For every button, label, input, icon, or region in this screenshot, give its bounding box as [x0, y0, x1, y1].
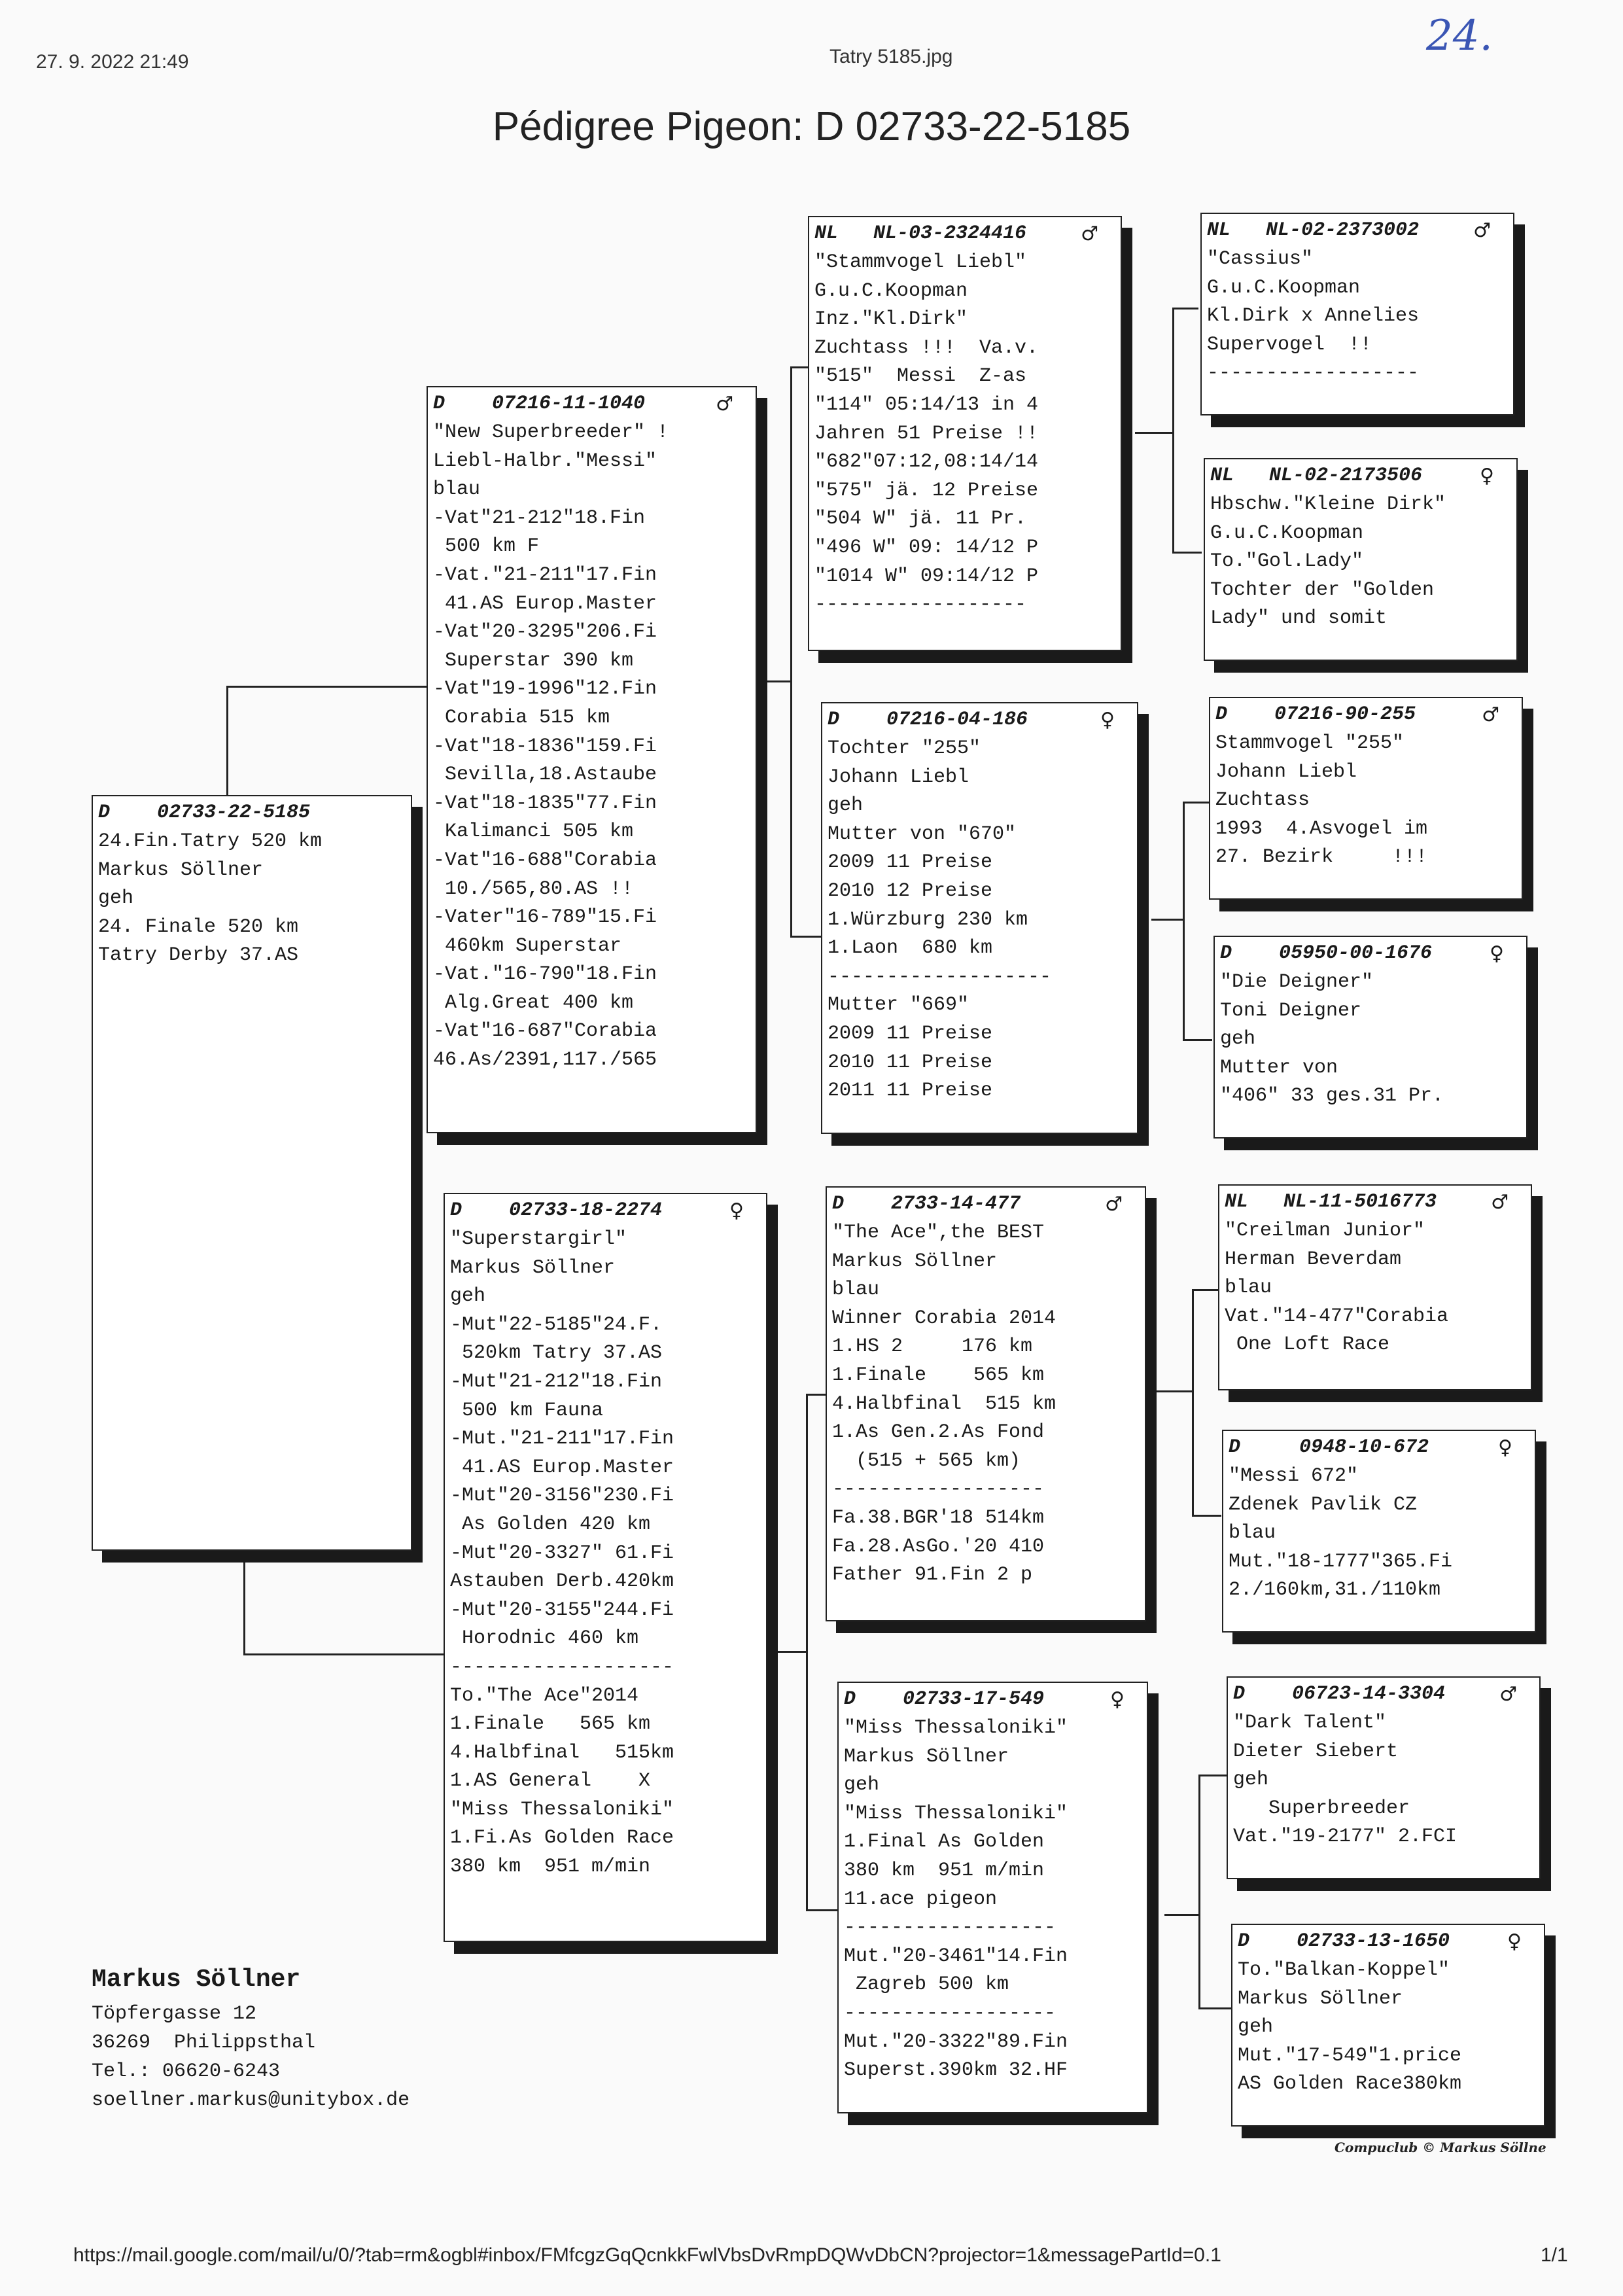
pedigree-line: ------------------ — [814, 593, 1027, 616]
pedigree-line: Dieter Siebert — [1233, 1740, 1399, 1763]
ring-number — [1210, 462, 1511, 491]
pedigree-line: "406" 33 ges.31 Pr. — [1220, 1085, 1444, 1108]
ring-number-text: NL NL-11-5016773 — [1225, 1191, 1437, 1213]
pedigree-line: Stammvogel "255" — [1215, 732, 1405, 754]
owner-street: Töpfergasse 12 — [92, 2003, 257, 2025]
connector-line — [1172, 308, 1174, 554]
pedigree-line: geh — [450, 1285, 486, 1308]
pedigree-line: 1.Laon 680 km — [828, 937, 993, 960]
pedigree-line: geh — [844, 1774, 880, 1797]
female-symbol-icon: ♀ — [1110, 1688, 1125, 1711]
owner-name: Markus Söllner — [92, 1966, 301, 1994]
pedigree-line: blau — [832, 1279, 880, 1301]
ring-number — [1207, 217, 1508, 245]
pedigree-line: Kalimanci 505 km — [433, 821, 634, 843]
pedigree-line: "1014 W" 09:14/12 P — [814, 565, 1039, 588]
pedigree-line: 500 km F — [433, 535, 540, 558]
pedigree-line: 41.AS Europ.Master — [433, 592, 657, 615]
ring-number — [1229, 1434, 1529, 1462]
pedigree-line: Vat."19-2177" 2.FCI — [1233, 1826, 1457, 1848]
connector-line — [1198, 2007, 1231, 2009]
pedigree-line: blau — [1225, 1277, 1272, 1299]
pigeon-card-dam-sire-dam — [1222, 1430, 1536, 1633]
connector-line — [1135, 432, 1174, 434]
pedigree-line: Markus Söllner — [832, 1250, 998, 1273]
pedigree-line: "515" Messi Z-as — [814, 365, 1027, 388]
pedigree-line: Alg.Great 400 km — [433, 991, 634, 1014]
pedigree-line: blau — [433, 478, 481, 501]
connector-line — [1172, 552, 1202, 554]
pedigree-line: blau — [1229, 1522, 1276, 1545]
ring-number-text: NL NL-02-2373002 — [1207, 219, 1420, 241]
pedigree-line: "Superstargirl" — [450, 1228, 627, 1250]
ring-number — [828, 706, 1132, 735]
print-datetime: 27. 9. 2022 21:49 — [36, 51, 189, 73]
ring-number-text: D 2733-14-477 — [832, 1193, 1021, 1215]
pedigree-line: Zuchtass — [1215, 789, 1310, 812]
pedigree-line: Mut."18-1777"365.Fi — [1229, 1550, 1453, 1573]
female-symbol-icon: ♀ — [1498, 1436, 1512, 1459]
connector-line — [790, 366, 792, 936]
pedigree-line: -Vat"20-3295"206.Fi — [433, 621, 657, 644]
connector-line — [806, 1394, 826, 1396]
pedigree-line: 41.AS Europ.Master — [450, 1456, 674, 1479]
pedigree-line: 27. Bezirk !!! — [1215, 846, 1428, 869]
ring-number-text: NL NL-03-2324416 — [814, 222, 1027, 245]
pedigree-line: -Vat."21-211"17.Fin — [433, 563, 657, 586]
pedigree-line: -Vat"16-688"Corabia — [433, 849, 657, 872]
connector-line — [790, 936, 823, 938]
connector-line — [226, 686, 429, 688]
ring-number-text: D 02733-13-1650 — [1238, 1930, 1450, 1952]
connector-line — [1172, 308, 1198, 309]
pedigree-line: Zuchtass !!! Va.v. — [814, 336, 1039, 359]
pedigree-line: Lady" und somit — [1210, 607, 1387, 630]
connector-line — [1151, 919, 1184, 921]
male-symbol-icon: ♂ — [716, 393, 733, 415]
pedigree-line: To."Balkan-Koppel" — [1238, 1959, 1450, 1981]
male-symbol-icon: ♂ — [1081, 222, 1098, 245]
pigeon-card-subject — [92, 795, 412, 1551]
pigeon-card-sire-dam — [821, 702, 1138, 1134]
pedigree-line: Markus Söllner — [98, 858, 264, 881]
pedigree-line: ------------------ — [832, 1478, 1045, 1501]
ring-number — [433, 390, 750, 419]
pedigree-line: Jahren 51 Preise !! — [814, 422, 1039, 445]
pedigree-line: Horodnic 460 km — [450, 1627, 639, 1650]
pedigree-line: 1.Final As Golden — [844, 1831, 1045, 1854]
pigeon-card-dam-sire-sire — [1218, 1184, 1532, 1390]
connector-line — [769, 1651, 808, 1653]
female-symbol-icon: ♀ — [1507, 1930, 1522, 1953]
pedigree-line: Toni Deigner — [1220, 999, 1362, 1022]
pedigree-line: ------------------ — [844, 2002, 1056, 2024]
pedigree-line: Mut."20-3322"89.Fin — [844, 2030, 1068, 2053]
pedigree-line: 10./565,80.AS !! — [433, 877, 634, 900]
pedigree-line: -Vat"18-1835"77.Fin — [433, 792, 657, 815]
ring-number-text: D 06723-14-3304 — [1233, 1683, 1446, 1705]
pedigree-line: geh — [1238, 2016, 1274, 2039]
ring-number — [1238, 1928, 1539, 1956]
pigeon-card-sire-sire-dam — [1204, 458, 1518, 661]
pedigree-line: One Loft Race — [1225, 1333, 1390, 1356]
ring-number-text: D 0948-10-672 — [1229, 1436, 1429, 1458]
pedigree-line: Superst.390km 32.HF — [844, 2059, 1068, 2082]
pedigree-line: -Mut"22-5185"24.F. — [450, 1313, 663, 1336]
ring-number — [832, 1190, 1140, 1219]
pedigree-line: -Mut"20-3155"244.Fi — [450, 1598, 674, 1621]
connector-line — [1183, 1039, 1212, 1041]
pedigree-line: "Miss Thessaloniki" — [450, 1798, 674, 1821]
pedigree-line: Tatry Derby 37.AS — [98, 944, 299, 967]
pedigree-line: Tochter der "Golden — [1210, 578, 1435, 601]
pigeon-card-dam-dam-dam — [1231, 1924, 1545, 2127]
pigeon-card-sire-dam-dam — [1213, 936, 1527, 1139]
pedigree-line: "575" jä. 12 Preise — [814, 479, 1039, 502]
pedigree-line: ------------------ — [844, 1916, 1056, 1939]
ring-number — [1233, 1680, 1534, 1709]
ring-number-text: D 07216-11-1040 — [433, 393, 646, 415]
pigeon-card-dam — [444, 1193, 767, 1942]
pedigree-line: To."Gol.Lady" — [1210, 550, 1364, 573]
pedigree-line: -Vat"18-1836"159.Fi — [433, 735, 657, 758]
pedigree-line: 24.Fin.Tatry 520 km — [98, 830, 323, 853]
ring-number-text: D 07216-04-186 — [828, 709, 1028, 731]
pedigree-line: 1.As Gen.2.As Fond — [832, 1421, 1045, 1444]
pedigree-line: Mutter von — [1220, 1056, 1338, 1079]
print-filename: Tatry 5185.jpg — [829, 46, 953, 67]
pedigree-line: As Golden 420 km — [450, 1513, 651, 1536]
pedigree-line: Liebl-Halbr."Messi" — [433, 450, 657, 472]
pedigree-line: "Creilman Junior" — [1225, 1220, 1425, 1242]
pedigree-line: Johann Liebl — [1215, 760, 1357, 783]
pedigree-line: "496 W" 09: 14/12 P — [814, 536, 1039, 559]
ring-number-text: NL NL-02-2173506 — [1210, 465, 1423, 487]
pigeon-card-dam-sire — [826, 1186, 1146, 1621]
male-symbol-icon: ♂ — [1473, 219, 1491, 242]
ring-number — [814, 220, 1115, 249]
page-title: Pédigree Pigeon: D 02733-22-5185 — [492, 104, 1131, 149]
pedigree-line: 2011 11 Preise — [828, 1080, 993, 1103]
female-symbol-icon: ♀ — [1100, 709, 1115, 732]
pedigree-line: G.u.C.Koopman — [1207, 276, 1361, 299]
ring-number-text: D 05950-00-1676 — [1220, 942, 1433, 964]
pedigree-line: -Vat"21-212"18.Fin — [433, 506, 646, 529]
pedigree-line: "Cassius" — [1207, 248, 1314, 270]
pedigree-line: geh — [828, 794, 864, 817]
pedigree-line: -Mut."21-211"17.Fin — [450, 1428, 674, 1451]
owner-phone: Tel.: 06620-6243 — [92, 2060, 281, 2083]
pedigree-line: 460km Superstar — [433, 934, 622, 957]
pedigree-line: "114" 05:14/13 in 4 — [814, 393, 1039, 416]
connector-line — [790, 366, 810, 368]
pedigree-line: 2009 11 Preise — [828, 851, 993, 874]
ring-number — [450, 1197, 761, 1226]
pedigree-line: "Messi 672" — [1229, 1465, 1359, 1487]
male-symbol-icon: ♂ — [1105, 1193, 1123, 1216]
pedigree-line: Zdenek Pavlik CZ — [1229, 1493, 1418, 1516]
pedigree-line: ------------------- — [450, 1655, 674, 1678]
pedigree-line: "682"07:12,08:14/14 — [814, 451, 1039, 474]
pedigree-line: To."The Ace"2014 — [450, 1684, 639, 1707]
pigeon-card-sire-dam-sire — [1209, 697, 1523, 900]
connector-line — [1198, 1775, 1228, 1776]
female-symbol-icon: ♀ — [1480, 465, 1494, 487]
owner-email: soellner.markus@unitybox.de — [92, 2089, 410, 2111]
pigeon-card-sire — [427, 386, 757, 1133]
pedigree-line: 4.Halbfinal 515km — [450, 1741, 674, 1764]
pedigree-line: Fa.28.AsGo.'20 410 — [832, 1535, 1045, 1558]
pigeon-card-dam-dam — [837, 1682, 1148, 2113]
pedigree-line: Mutter "669" — [828, 994, 969, 1017]
pedigree-line: geh — [98, 887, 134, 910]
pedigree-line: Fa.38.BGR'18 514km — [832, 1506, 1045, 1529]
ring-number-text: D 07216-90-255 — [1215, 703, 1416, 726]
pedigree-line: 1.Finale 565 km — [832, 1364, 1045, 1386]
pedigree-line: Superbreeder — [1233, 1797, 1410, 1820]
pedigree-line: 380 km 951 m/min — [450, 1856, 651, 1879]
pedigree-line: ------------------ — [1207, 362, 1420, 385]
connector-line — [243, 1544, 245, 1655]
connector-line — [1148, 1390, 1194, 1392]
pedigree-line: "Dark Talent" — [1233, 1712, 1387, 1734]
pedigree-line: 24. Finale 520 km — [98, 915, 299, 938]
pedigree-line: Astauben Derb.420km — [450, 1570, 674, 1593]
ring-number-text: D 02733-18-2274 — [450, 1199, 663, 1222]
pedigree-line: "The Ace",the BEST — [832, 1222, 1045, 1244]
owner-city: 36269 Philippsthal — [92, 2032, 316, 2054]
pedigree-line: "Die Deigner" — [1220, 971, 1374, 993]
pedigree-line: ------------------- — [828, 965, 1052, 988]
pedigree-line: (515 + 565 km) — [832, 1449, 1021, 1472]
pedigree-line: "Miss Thessaloniki" — [844, 1802, 1068, 1825]
copyright-note: Compuclub © Markus Söllne — [1335, 2140, 1546, 2155]
pedigree-line: 4.Halbfinal 515 km — [832, 1392, 1056, 1415]
pedigree-line: Markus Söllner — [1238, 1987, 1403, 2010]
footer-url[interactable]: https://mail.google.com/mail/u/0/?tab=rm&ogbl#inbox/FMfcgzGqQcnkkFwlVbsDvRmpDQWvDbCN?projector=1&messagePartId=0.1 — [73, 2244, 1221, 2266]
pedigree-line: "New Superbreeder" ! — [433, 421, 669, 444]
pedigree-line: 1.Finale 565 km — [450, 1713, 651, 1736]
connector-line — [1192, 1515, 1221, 1517]
pedigree-line: G.u.C.Koopman — [1210, 521, 1364, 544]
female-symbol-icon: ♀ — [1490, 942, 1504, 965]
pedigree-line: Father 91.Fin 2 p — [832, 1564, 1033, 1587]
pedigree-line: Herman Beverdam — [1225, 1248, 1402, 1271]
pedigree-line: Markus Söllner — [450, 1256, 616, 1279]
connector-line — [759, 680, 792, 682]
pedigree-line: -Mut"20-3327" 61.Fi — [450, 1542, 674, 1564]
pedigree-line: -Mut"21-212"18.Fin — [450, 1370, 663, 1393]
pedigree-line: 1993 4.Asvogel im — [1215, 817, 1428, 840]
pedigree-line: Kl.Dirk x Annelies — [1207, 305, 1420, 328]
pedigree-line: geh — [1233, 1769, 1269, 1792]
pedigree-line: Mutter von "670" — [828, 822, 1017, 845]
connector-line — [1192, 1289, 1218, 1291]
connector-line — [1198, 1775, 1200, 2009]
pedigree-line: 1.AS General X — [450, 1770, 651, 1793]
connector-line — [806, 1909, 839, 1911]
pedigree-line: Zagreb 500 km — [844, 1973, 1009, 1996]
pedigree-line: 380 km 951 m/min — [844, 1859, 1045, 1882]
ring-number — [1225, 1188, 1526, 1217]
pigeon-card-sire-sire-sire — [1200, 213, 1514, 415]
connector-line — [1192, 1289, 1194, 1517]
pedigree-line: 11.ace pigeon — [844, 1888, 998, 1911]
ring-number — [98, 799, 406, 828]
pedigree-line: 1.HS 2 176 km — [832, 1335, 1033, 1358]
male-symbol-icon: ♂ — [1491, 1191, 1509, 1214]
pedigree-line: Vat."14-477"Corabia — [1225, 1305, 1449, 1328]
ring-number — [1220, 940, 1521, 968]
connector-line — [1183, 802, 1209, 804]
pedigree-line: "Miss Thessaloniki" — [844, 1717, 1068, 1739]
pedigree-line: Mut."17-549"1.price — [1238, 2044, 1462, 2067]
pedigree-line: -Vat"16-687"Corabia — [433, 1020, 657, 1043]
connector-line — [1164, 1914, 1200, 1916]
pigeon-card-dam-dam-sire — [1227, 1676, 1541, 1879]
connector-line — [243, 1653, 446, 1655]
pedigree-line: Supervogel !! — [1207, 333, 1372, 356]
handwritten-note: 24. — [1426, 12, 1493, 60]
pedigree-line: 1.Fi.As Golden Race — [450, 1827, 674, 1850]
pedigree-line: geh — [1220, 1028, 1256, 1051]
pedigree-line: Sevilla,18.Astaube — [433, 764, 657, 786]
ring-number-text: D 02733-17-549 — [844, 1688, 1045, 1710]
pedigree-line: Winner Corabia 2014 — [832, 1307, 1056, 1330]
ring-number-text: D 02733-22-5185 — [98, 802, 311, 824]
connector-line — [226, 686, 228, 797]
page-number: 1/1 — [1541, 2244, 1568, 2266]
female-symbol-icon: ♀ — [729, 1199, 744, 1222]
owner-address — [92, 1960, 410, 2115]
pedigree-line: Hbschw."Kleine Dirk" — [1210, 493, 1446, 516]
pedigree-line: 2./160km,31./110km — [1229, 1579, 1441, 1602]
pedigree-line: Inz."Kl.Dirk" — [814, 308, 968, 331]
ring-number — [1215, 701, 1516, 730]
pedigree-line: G.u.C.Koopman — [814, 279, 968, 302]
pedigree-line: 500 km Fauna — [450, 1399, 604, 1422]
pedigree-line: -Vater"16-789"15.Fi — [433, 906, 657, 929]
pedigree-line: Markus Söllner — [844, 1745, 1009, 1768]
ring-number — [844, 1686, 1142, 1714]
pedigree-line: 1.Würzburg 230 km — [828, 908, 1028, 931]
pedigree-line: "Stammvogel Liebl" — [814, 251, 1027, 274]
connector-line — [806, 1394, 808, 1911]
pedigree-line: Superstar 390 km — [433, 649, 634, 672]
pedigree-line: -Mut"20-3156"230.Fi — [450, 1485, 674, 1508]
pedigree-line: 2009 11 Preise — [828, 1022, 993, 1045]
pedigree-line: Mut."20-3461"14.Fin — [844, 1945, 1068, 1968]
male-symbol-icon: ♂ — [1499, 1683, 1517, 1706]
pedigree-line: -Vat"19-1996"12.Fin — [433, 678, 657, 701]
pedigree-line: Tochter "255" — [828, 737, 981, 760]
pedigree-line: -Vat."16-790"18.Fin — [433, 963, 657, 986]
pedigree-line: Johann Liebl — [828, 766, 969, 788]
pedigree-line: 46.As/2391,117./565 — [433, 1049, 657, 1072]
pedigree-line: 520km Tatry 37.AS — [450, 1342, 663, 1365]
pedigree-line: 2010 12 Preise — [828, 879, 993, 902]
pedigree-line: 2010 11 Preise — [828, 1051, 993, 1074]
connector-line — [1183, 802, 1185, 1041]
pedigree-line: Corabia 515 km — [433, 706, 610, 729]
male-symbol-icon: ♂ — [1482, 703, 1499, 726]
pedigree-line: "504 W" jä. 11 Pr. — [814, 508, 1027, 531]
pigeon-card-sire-sire — [808, 216, 1122, 651]
pedigree-line: AS Golden Race380km — [1238, 2073, 1462, 2096]
